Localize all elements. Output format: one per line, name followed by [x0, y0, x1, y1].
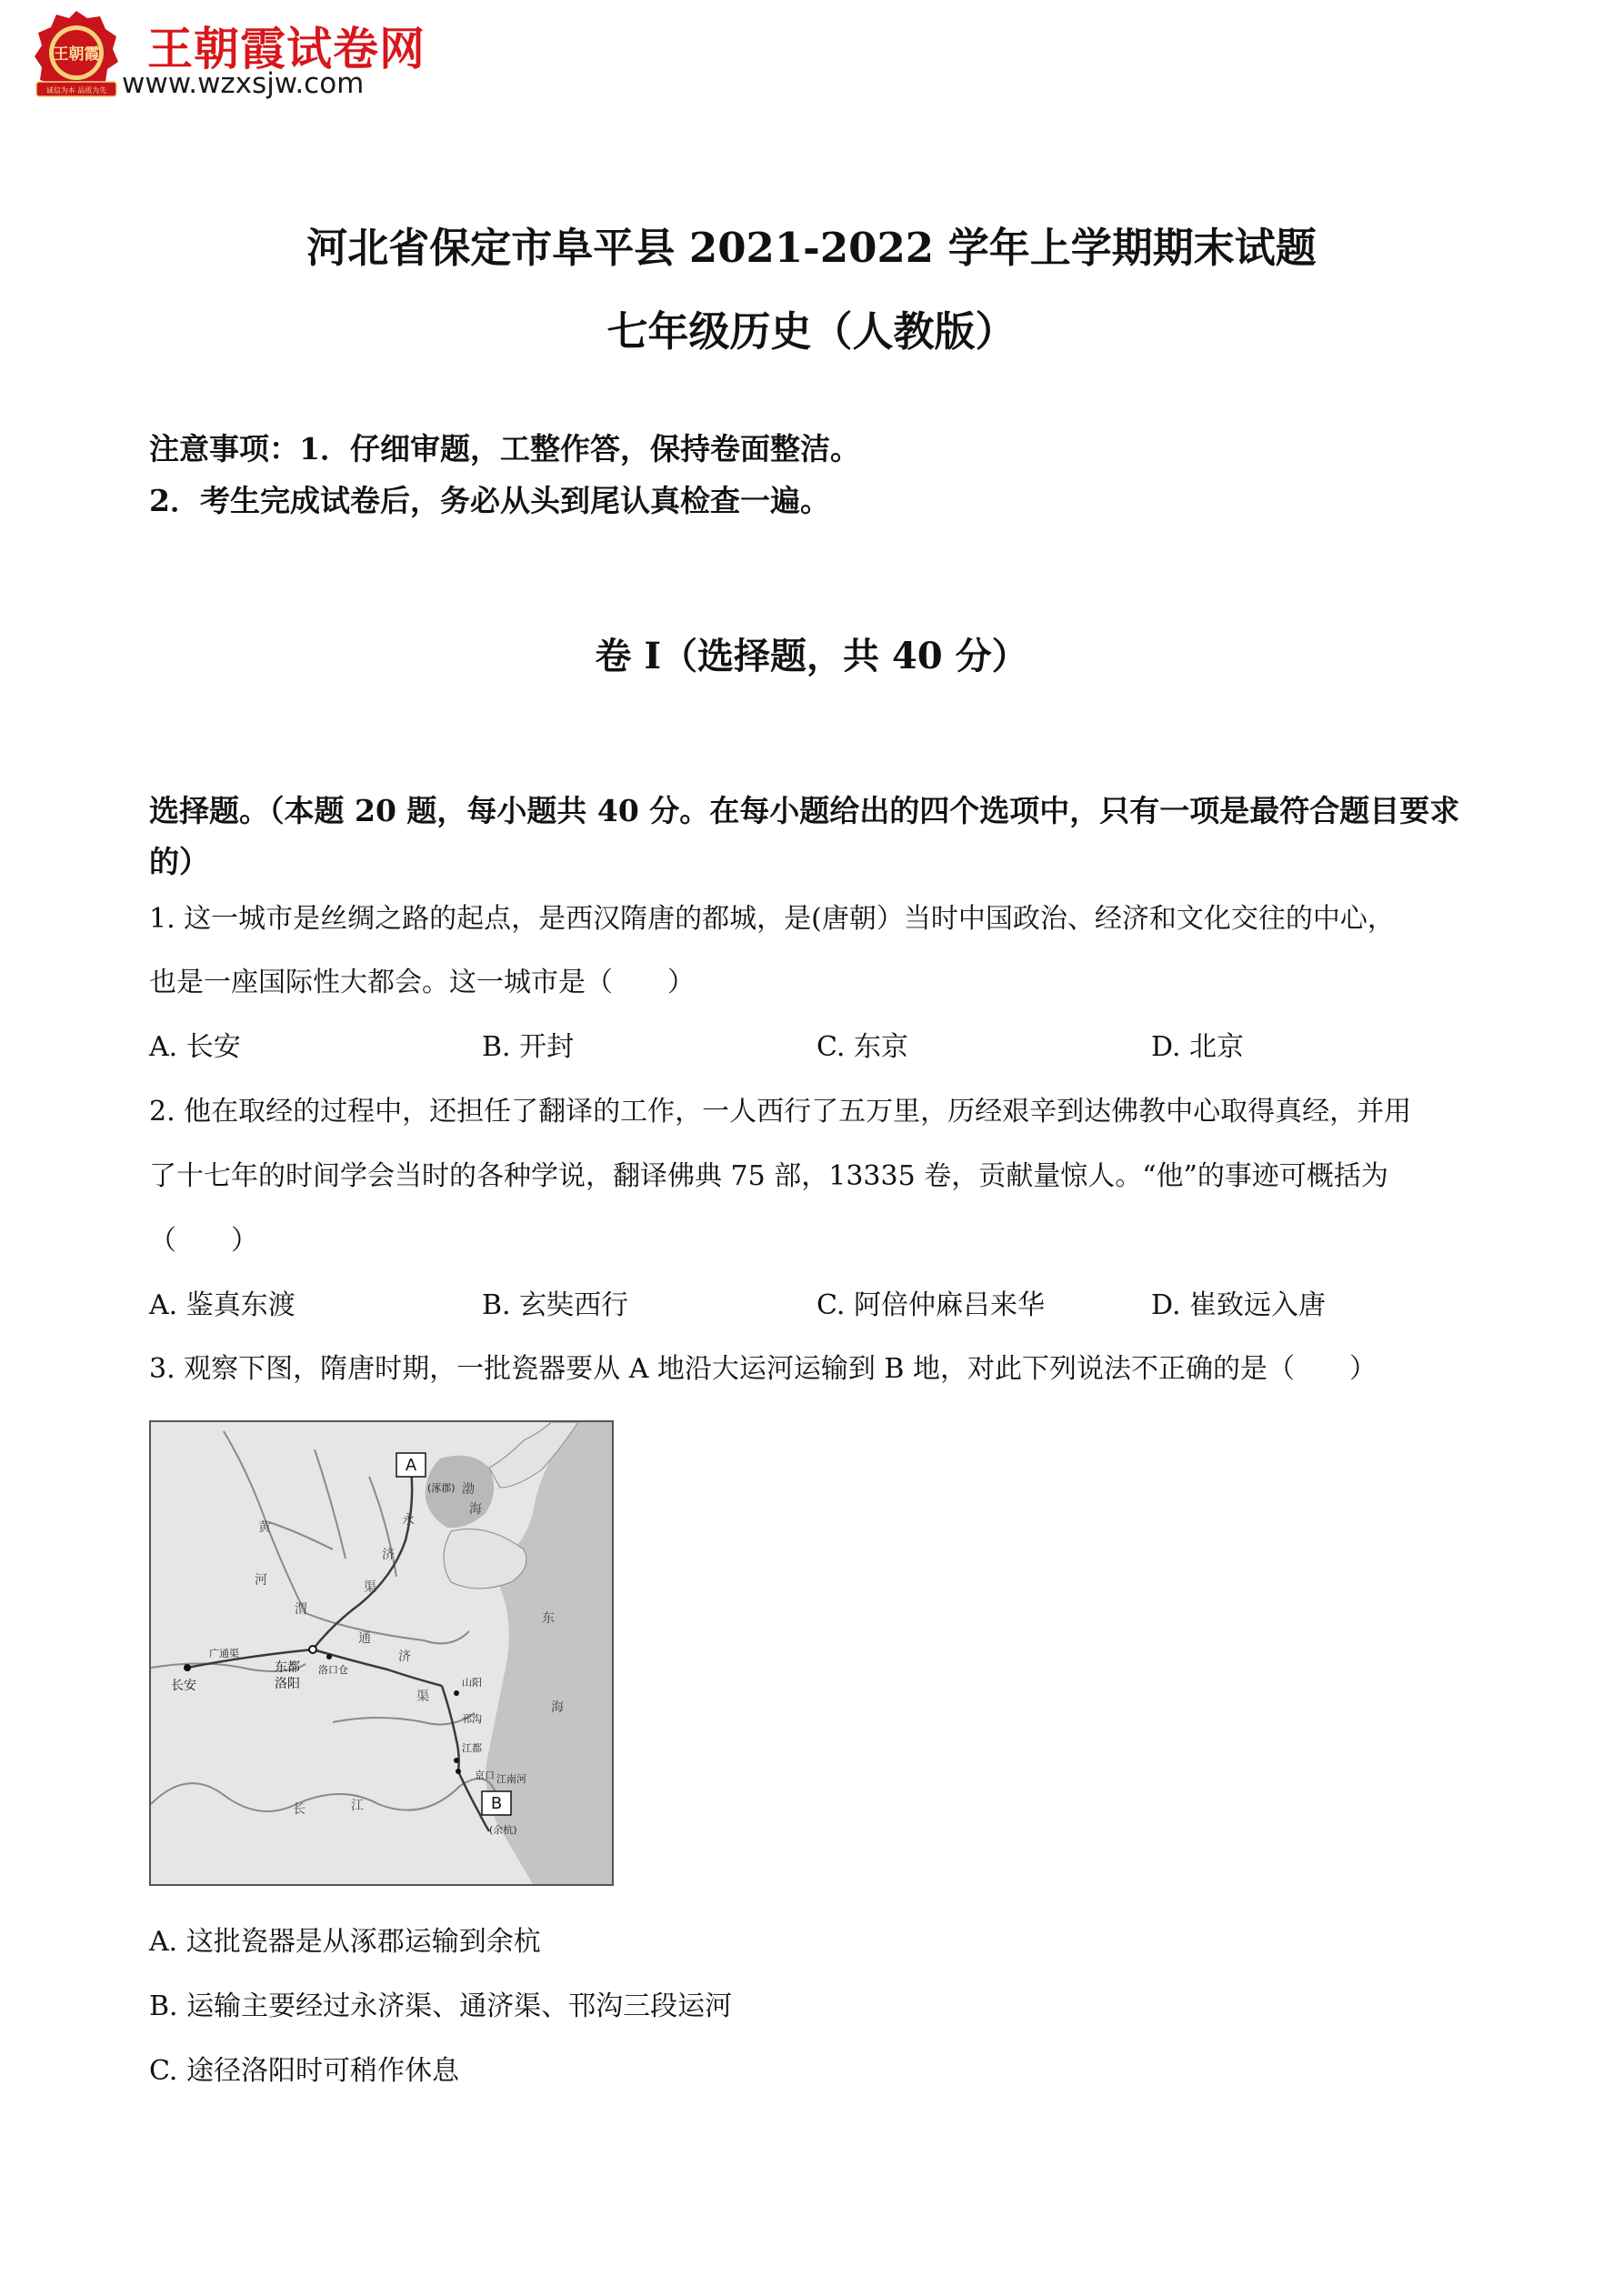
grand-canal-map [149, 1420, 614, 1886]
question-2-option-a[interactable]: A. 鉴真东渡 [149, 1289, 296, 1321]
svg-text:广通渠: 广通渠 [209, 1648, 239, 1659]
question-3-line-1: 3. 观察下图，隋唐时期，一批瓷器要从 A 地沿大运河运输到 B 地，对此下列说法不正确的是（ ） [149, 1353, 1378, 1385]
brand-url[interactable]: www.wzxsjw.com [122, 67, 365, 100]
notes-line-2: 2．考生完成试卷后，务必从头到尾认真检查一遍。 [149, 483, 830, 518]
section-title: 卷 I（选择题，共 40 分） [595, 635, 1028, 677]
question-3-option-a[interactable]: A. 这批瓷器是从涿郡运输到余杭 [149, 1926, 541, 1958]
svg-text:长安: 长安 [171, 1679, 196, 1693]
seal-icon [33, 9, 120, 100]
svg-text:江南河: 江南河 [496, 1773, 526, 1785]
svg-text:通: 通 [358, 1631, 371, 1646]
svg-text:洛口仓: 洛口仓 [318, 1664, 348, 1676]
svg-text:洛阳: 洛阳 [275, 1677, 300, 1691]
notes-line-1: 注意事项：1．仔细审题，工整作答，保持卷面整洁。 [149, 431, 860, 466]
svg-text:海: 海 [551, 1700, 564, 1715]
question-2-option-d[interactable]: D. 崔致远入唐 [1151, 1289, 1327, 1321]
brand-name: 王朝霞试卷网 [147, 23, 426, 75]
svg-text:东都: 东都 [275, 1660, 300, 1675]
svg-text:A: A [405, 1456, 417, 1475]
svg-text:山阳: 山阳 [462, 1677, 482, 1689]
question-2-option-b[interactable]: B. 玄奘西行 [482, 1289, 629, 1321]
svg-text:黄: 黄 [258, 1520, 271, 1535]
svg-text:渤: 渤 [462, 1482, 475, 1497]
svg-text:B: B [490, 1794, 503, 1813]
question-1-line-2: 也是一座国际性大都会。这一城市是（ ） [149, 967, 695, 998]
page-subtitle: 七年级历史（人教版） [606, 307, 1017, 356]
question-2-line-1: 2. 他在取经的过程中，还担任了翻译的工作，一人西行了五万里，历经艰辛到达佛教中心取得真经，并用 [149, 1096, 1412, 1128]
svg-text:东: 东 [542, 1611, 555, 1626]
section-instruction: 选择题。（本题 20 题，每小题共 40 分。在每小题给出的四个选项中，只有一项是最符合题目要求的） [149, 793, 1460, 879]
question-1-option-c[interactable]: C. 东京 [817, 1031, 908, 1063]
svg-text:(余杭): (余杭) [489, 1824, 517, 1836]
question-2-line-2: 了十七年的时间学会当时的各种学说，翻译佛典 75 部，13335 卷，贡献量惊人。“他”的事迹可概括为 [149, 1160, 1388, 1192]
svg-text:渭: 渭 [295, 1602, 307, 1617]
svg-text:(涿郡): (涿郡) [427, 1482, 456, 1494]
svg-text:河: 河 [255, 1573, 267, 1588]
svg-text:海: 海 [469, 1502, 482, 1517]
svg-text:江: 江 [351, 1799, 364, 1813]
question-2-option-c[interactable]: C. 阿倍仲麻吕来华 [817, 1289, 1045, 1321]
page-title: 河北省保定市阜平县 2021-2022 学年上学期期末试题 [306, 224, 1317, 272]
svg-text:济: 济 [398, 1649, 411, 1664]
svg-text:渠: 渠 [364, 1580, 376, 1595]
question-1-option-a[interactable]: A. 长安 [149, 1031, 241, 1063]
svg-text:诚信为本 品质为先: 诚信为本 品质为先 [45, 86, 107, 95]
question-1-line-1: 1. 这一城市是丝绸之路的起点，是西汉隋唐的都城，是(唐朝）当时中国政治、经济和文化交往的中心， [149, 903, 1395, 935]
svg-text:济: 济 [382, 1548, 395, 1562]
svg-text:京口: 京口 [475, 1770, 495, 1781]
svg-text:长: 长 [293, 1802, 306, 1817]
question-2-line-3: （ ） [149, 1225, 258, 1257]
svg-text:邗沟: 邗沟 [462, 1713, 482, 1725]
question-3-option-b[interactable]: B. 运输主要经过永济渠、通济渠、邗沟三段运河 [149, 1990, 733, 2022]
brand-logo [27, 9, 664, 109]
svg-text:渠: 渠 [416, 1689, 429, 1704]
question-1-option-b[interactable]: B. 开封 [482, 1031, 575, 1063]
svg-text:永: 永 [402, 1513, 415, 1528]
question-1-option-d[interactable]: D. 北京 [1151, 1031, 1245, 1063]
svg-text:江都: 江都 [462, 1742, 482, 1754]
question-3-option-c[interactable]: C. 途径洛阳时可稍作休息 [149, 2055, 459, 2087]
svg-text:王朝霞: 王朝霞 [53, 45, 100, 64]
